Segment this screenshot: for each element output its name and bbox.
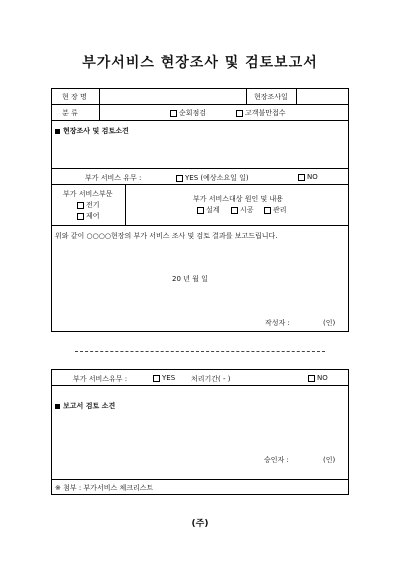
checkbox-icon[interactable] xyxy=(77,213,84,220)
checkbox-icon[interactable] xyxy=(77,202,84,209)
checkbox-icon[interactable] xyxy=(176,175,183,182)
service-yes-option[interactable] xyxy=(176,173,249,183)
cause-option-construction-label: 시공 xyxy=(240,206,254,214)
square-bullet-icon xyxy=(55,129,60,134)
checkbox-icon[interactable] xyxy=(236,110,243,117)
service-no-label: NO xyxy=(307,173,318,181)
service-yes-label: YES (예상소요일 일) xyxy=(185,174,249,182)
cut-line xyxy=(75,351,325,352)
approver-label: 승인자 : xyxy=(264,456,289,464)
cause-option-design[interactable] xyxy=(197,205,220,215)
cause-option-management-label: 관리 xyxy=(273,206,287,214)
dept-label: 부가 서비스부문 xyxy=(63,190,113,198)
approver-seal: (인) xyxy=(323,456,336,464)
company-name: (주) xyxy=(191,519,209,529)
category-label: 분 류 xyxy=(62,109,78,117)
checkbox-icon[interactable] xyxy=(308,375,315,382)
report-sentence: 위와 같이 ○○○○현장의 부가 서비스 조사 및 검토 결과를 보고드립니다. xyxy=(55,232,278,240)
document-title: 부가서비스 현장조사 및 검토보고서 xyxy=(82,55,318,71)
report-date: 20 년 월 일 xyxy=(172,275,208,283)
attachment-note: ※ 첨부 : 부가서비스 체크리스트 xyxy=(55,484,154,492)
site-name-label: 현 장 명 xyxy=(62,93,87,101)
author-seal: (인) xyxy=(323,319,336,327)
service-no-option[interactable] xyxy=(298,173,318,181)
dept-option-control[interactable] xyxy=(77,211,100,221)
square-bullet-icon xyxy=(55,404,60,409)
category-option-patrol[interactable] xyxy=(170,108,206,118)
checkbox-icon[interactable] xyxy=(231,207,238,214)
survey-date-label: 현장조사일 xyxy=(254,93,288,101)
review-no-option[interactable] xyxy=(308,374,328,382)
review-heading-text: 보고서 검토 소견 xyxy=(63,402,116,410)
checkbox-icon[interactable] xyxy=(298,174,305,181)
category-option-patrol-label: 순회점검 xyxy=(179,109,207,117)
dept-option-electric-label: 전기 xyxy=(86,201,100,209)
author-label: 작성자 : xyxy=(265,319,290,327)
category-option-complaint-label: 고객불만접수 xyxy=(245,109,286,117)
checkbox-icon[interactable] xyxy=(153,375,160,382)
service-needed-label: 부가 서비스 유무 : xyxy=(85,174,142,182)
review-no-label: NO xyxy=(317,374,328,382)
review-heading xyxy=(55,401,115,411)
site-name-field[interactable] xyxy=(101,89,245,103)
processing-period: 처리기간( - ) xyxy=(191,375,231,383)
review-yes-option[interactable] xyxy=(153,374,175,382)
cause-option-design-label: 설계 xyxy=(206,206,220,214)
checkbox-icon[interactable] xyxy=(264,207,271,214)
dept-option-electric[interactable] xyxy=(77,200,100,210)
review-yes-label: YES xyxy=(162,374,176,382)
service-label: 부가 서비스유무 : xyxy=(73,375,128,383)
survey-date-field[interactable] xyxy=(298,89,348,103)
cause-label: 부가 서비스대상 원인 및 내용 xyxy=(193,195,284,203)
dept-option-control-label: 제어 xyxy=(86,212,100,220)
cause-option-construction[interactable] xyxy=(231,205,254,215)
section-heading-text: 현장조사 및 검토소견 xyxy=(63,127,129,135)
checkbox-icon[interactable] xyxy=(197,207,204,214)
category-option-complaint[interactable] xyxy=(236,108,286,118)
section-heading xyxy=(55,126,129,136)
checkbox-icon[interactable] xyxy=(170,110,177,117)
review-form xyxy=(51,369,349,495)
cause-option-management[interactable] xyxy=(264,205,287,215)
